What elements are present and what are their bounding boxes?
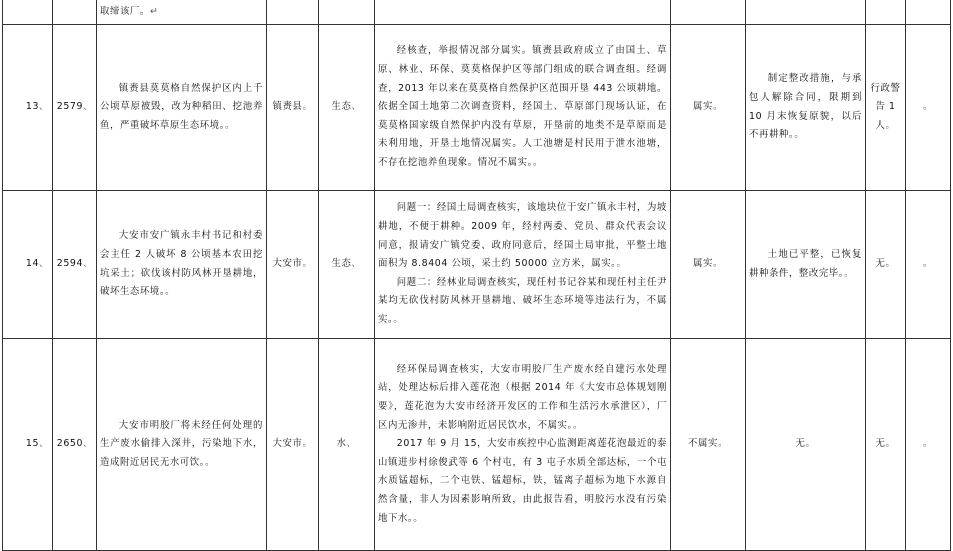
cell (375, 0, 671, 25)
category-cell: 生态、 (319, 25, 375, 191)
verdict-cell: 属实。 (671, 25, 746, 191)
cell (53, 0, 97, 25)
case-id: 2650、 (53, 339, 97, 551)
category-cell: 水、 (319, 339, 375, 551)
complaint-cell: 大安市明胶厂将未经任何处理的生产废水偷排入深井，污染地下水，造成附近居民无水可饮。。 (97, 339, 267, 551)
cell (319, 0, 375, 25)
rectification-cell: 制定整改措施，与承包人解除合同，限期到 10 月末恢复原貌，以后不再耕种。。 (746, 25, 866, 191)
location-cell: 大安市。 (267, 339, 319, 551)
accountability-cell: 无。 (866, 339, 906, 551)
cell (267, 0, 319, 25)
complaint-cell: 取缔该厂。↵ (97, 0, 267, 25)
row-number: 14、 (3, 191, 53, 339)
investigation-cell: 问题一：经国土局调查核实，该地块位于安广镇永丰村，为坡耕地，不便于耕种。2009 年，经村两委、党员、群众代表会议同意，报请安广镇党委、政府同意后，经国土局审批，平整土地面积为 8.8404 公顷，采土约 50000 立方米，属实。。 问题二：经林业局调查核实，现任村书记谷某和现任村主任尹某均无砍伐村防风林开垦耕地、破坏生态环境等违法行为，不属实。。 (375, 191, 671, 339)
complaint-cell: 大安市安广镇永丰村书记和村委会主任 2 人破坏 8 公顷基本农田挖坑采土；砍伐该村防风林开垦耕地，破坏生态环境。。 (97, 191, 267, 339)
location-cell: 镇赉县。 (267, 25, 319, 191)
verdict-cell: 属实。 (671, 191, 746, 339)
accountability-cell: 行政警告 1 人。 (866, 25, 906, 191)
remark-cell: 。 (906, 339, 951, 551)
investigation-cell: 经环保局调查核实，大安市明胶厂生产废水经自建污水处理站，处理达标后排入莲花泡（根据 2014 年《大安市总体规划刚要》，莲花泡为大安市经济开发区的工作和生活污水承泄区），厂区内无渗井，未影响附近居民饮水，不属实。。 2017 年 9 月 15，大安市疾控中心监测距离莲花泡最近的泰山镇进步村徐俊武等 6 个村屯，有 3 屯子水质全部达标，一个屯水质锰超标，二个屯铁、锰超标，铁，锰离子超标为地下水源自然含量，非人为因素影响所致，由此报告看，明胶污水没有污染地下水。。 (375, 339, 671, 551)
case-id: 2594、 (53, 191, 97, 339)
location-cell: 大安市。 (267, 191, 319, 339)
row-number: 15、 (3, 339, 53, 551)
table-row (3, 191, 951, 339)
rectification-cell: 无。 (746, 339, 866, 551)
cell (671, 0, 746, 25)
remark-cell: 。 (906, 25, 951, 191)
rectification-cell: 土地已平整，已恢复耕种条件，整改完毕。。 (746, 191, 866, 339)
cell (3, 0, 53, 25)
table-row (3, 339, 951, 551)
investigation-cell: 经核查，举报情况部分属实。镇赉县政府成立了由国土、草原、林业、环保、莫莫格保护区等部门组成的联合调查组。经调查，2013 年以来在莫莫格自然保护区范围开垦 443 公顷耕地。依据全国土地第二次调查资料，经国土、草原部门现场认证，在莫莫格国家级自然保护内没有草原，开垦前的地类不是草原而是未利用地，开垦土地情况属实。人工池塘是村民用于泄水池塘，不存在挖池养鱼现象。情况不属实。。 (375, 25, 671, 191)
case-id: 2579、 (53, 25, 97, 191)
complaint-table (2, 0, 951, 551)
row-number: 13、 (3, 25, 53, 191)
accountability-cell: 无。 (866, 191, 906, 339)
remark-cell: 。 (906, 191, 951, 339)
complaint-cell: 镇赉县莫莫格自然保护区内上千公顷草原被毁，改为种稻田、挖池养鱼，严重破坏草原生态环境。。 (97, 25, 267, 191)
table-row (3, 0, 951, 25)
cell (866, 0, 906, 25)
table-row (3, 25, 951, 191)
cell (746, 0, 866, 25)
category-cell: 生态、 (319, 191, 375, 339)
cell (906, 0, 951, 25)
verdict-cell: 不属实。 (671, 339, 746, 551)
